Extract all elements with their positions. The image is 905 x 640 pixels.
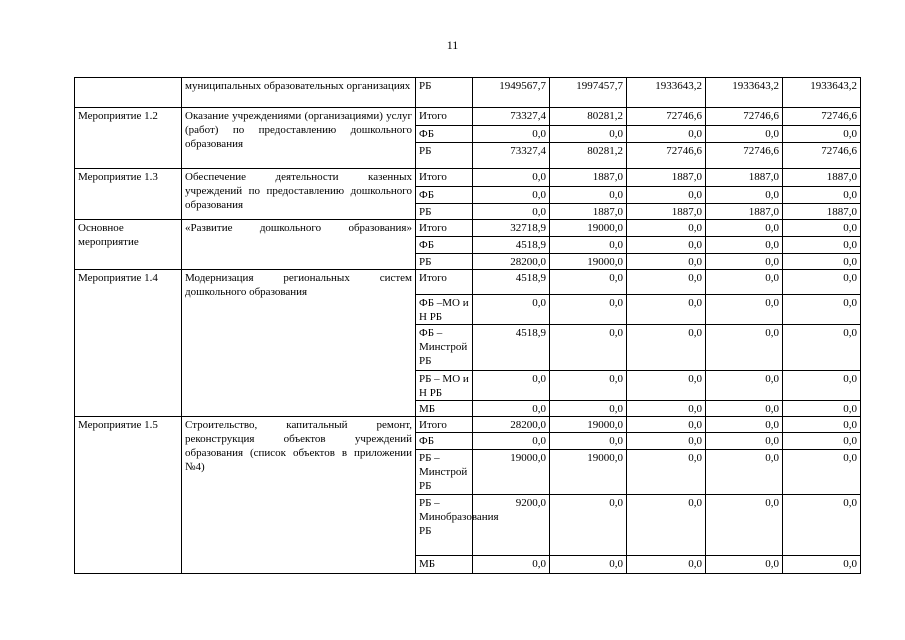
value-cell: 0,0 [473,433,550,450]
value-cell: 0,0 [706,325,783,371]
value-cell: 0,0 [473,401,550,417]
table-row [75,108,861,126]
value-cell: 19000,0 [550,417,627,433]
value-cell: 0,0 [550,126,627,143]
funding-source-cell: ФБ [416,126,473,143]
value-cell: 0,0 [706,450,783,495]
funding-source-cell: РБ – МО и Н РБ [416,371,473,401]
measure-description-cell: Модернизация региональных систем дошкольного образования [182,270,416,417]
value-cell: 19000,0 [550,254,627,270]
value-cell: 19000,0 [473,450,550,495]
funding-source-cell: РБ [416,254,473,270]
measure-description-cell: Обеспечение деятельности казенных учреждений по предоставлению дошкольного образования [182,169,416,220]
value-cell: 0,0 [706,295,783,325]
value-cell: 0,0 [783,371,861,401]
measure-description-cell: муниципальных образовательных организациях [182,78,416,108]
value-cell: 0,0 [627,187,706,204]
measure-name-cell [75,78,182,108]
value-cell: 0,0 [550,495,627,556]
value-cell: 0,0 [627,220,706,237]
funding-source-cell: МБ [416,556,473,574]
value-cell: 0,0 [550,556,627,574]
table-row [75,169,861,187]
funding-source-cell: РБ [416,78,473,108]
value-cell: 0,0 [783,187,861,204]
measure-name-cell: Мероприятие 1.4 [75,270,182,417]
value-cell: 0,0 [627,417,706,433]
value-cell: 0,0 [706,495,783,556]
value-cell: 19000,0 [550,450,627,495]
value-cell: 1887,0 [550,204,627,220]
value-cell: 72746,6 [706,108,783,126]
value-cell: 0,0 [706,556,783,574]
value-cell: 19000,0 [550,220,627,237]
value-cell: 9200,0 [473,495,550,556]
funding-source-cell: Итого [416,417,473,433]
value-cell: 32718,9 [473,220,550,237]
value-cell: 0,0 [706,126,783,143]
value-cell: 0,0 [783,220,861,237]
funding-source-cell: РБ – Минстрой РБ [416,450,473,495]
value-cell: 72746,6 [783,108,861,126]
value-cell: 0,0 [473,204,550,220]
value-cell: 0,0 [706,417,783,433]
value-cell: 80281,2 [550,143,627,169]
value-cell: 72746,6 [783,143,861,169]
funding-source-cell: ФБ –МО и Н РБ [416,295,473,325]
value-cell: 0,0 [783,417,861,433]
value-cell: 0,0 [550,237,627,254]
value-cell: 0,0 [706,254,783,270]
value-cell: 0,0 [473,556,550,574]
value-cell: 0,0 [706,401,783,417]
value-cell: 0,0 [706,220,783,237]
value-cell: 0,0 [783,556,861,574]
value-cell: 0,0 [706,433,783,450]
value-cell: 1933643,2 [627,78,706,108]
value-cell: 1887,0 [550,169,627,187]
value-cell: 80281,2 [550,108,627,126]
value-cell: 4518,9 [473,270,550,295]
table-row [75,220,861,237]
value-cell: 73327,4 [473,143,550,169]
value-cell: 0,0 [627,495,706,556]
value-cell: 73327,4 [473,108,550,126]
value-cell: 0,0 [550,371,627,401]
value-cell: 0,0 [627,126,706,143]
table-row [75,78,861,108]
value-cell: 0,0 [627,325,706,371]
value-cell: 1887,0 [706,204,783,220]
value-cell: 0,0 [473,126,550,143]
funding-source-cell: Итого [416,270,473,295]
value-cell: 0,0 [783,401,861,417]
funding-source-cell: ФБ [416,433,473,450]
value-cell: 0,0 [627,270,706,295]
value-cell: 1933643,2 [706,78,783,108]
value-cell: 0,0 [783,295,861,325]
funding-source-cell: ФБ [416,237,473,254]
value-cell: 1949567,7 [473,78,550,108]
funding-source-cell: РБ [416,143,473,169]
value-cell: 0,0 [473,371,550,401]
value-cell: 0,0 [627,401,706,417]
value-cell: 0,0 [783,237,861,254]
value-cell: 0,0 [550,270,627,295]
value-cell: 0,0 [627,295,706,325]
value-cell: 0,0 [706,371,783,401]
value-cell: 1887,0 [706,169,783,187]
value-cell: 0,0 [550,187,627,204]
value-cell: 1887,0 [627,169,706,187]
value-cell: 1887,0 [783,169,861,187]
value-cell: 0,0 [550,325,627,371]
value-cell: 0,0 [783,325,861,371]
value-cell: 0,0 [783,495,861,556]
value-cell: 1997457,7 [550,78,627,108]
value-cell: 0,0 [550,401,627,417]
value-cell: 28200,0 [473,417,550,433]
value-cell: 0,0 [627,433,706,450]
value-cell: 72746,6 [627,108,706,126]
table-row [75,270,861,295]
table-row [75,417,861,433]
value-cell: 0,0 [783,450,861,495]
value-cell: 0,0 [783,126,861,143]
value-cell: 0,0 [627,254,706,270]
measure-name-cell: Мероприятие 1.5 [75,417,182,574]
value-cell: 0,0 [706,237,783,254]
funding-source-cell: ФБ – Минстрой РБ [416,325,473,371]
value-cell: 0,0 [627,450,706,495]
measure-name-cell: Мероприятие 1.2 [75,108,182,169]
value-cell: 1887,0 [627,204,706,220]
value-cell: 0,0 [783,254,861,270]
value-cell: 0,0 [627,556,706,574]
value-cell: 0,0 [550,433,627,450]
value-cell: 4518,9 [473,237,550,254]
value-cell: 1933643,2 [783,78,861,108]
funding-source-cell: Итого [416,220,473,237]
value-cell: 4518,9 [473,325,550,371]
funding-source-cell: Итого [416,108,473,126]
value-cell: 0,0 [473,295,550,325]
value-cell: 0,0 [783,270,861,295]
budget-table [74,77,861,574]
funding-source-cell: РБ [416,204,473,220]
value-cell: 0,0 [473,187,550,204]
page-number: 11 [446,38,459,52]
value-cell: 0,0 [783,433,861,450]
funding-source-cell: РБ – Минобразования РБ [416,495,473,556]
value-cell: 0,0 [627,237,706,254]
value-cell: 0,0 [550,295,627,325]
funding-source-cell: ФБ [416,187,473,204]
value-cell: 0,0 [627,371,706,401]
measure-description-cell: Строительство, капитальный ремонт, реконструкция объектов учреждений образования (список объектов в приложении №4) [182,417,416,574]
funding-source-cell: МБ [416,401,473,417]
measure-description-cell: Оказание учреждениями (организациями) услуг (работ) по предоставлению дошкольного образования [182,108,416,169]
value-cell: 0,0 [473,169,550,187]
measure-name-cell: Мероприятие 1.3 [75,169,182,220]
value-cell: 72746,6 [706,143,783,169]
value-cell: 1887,0 [783,204,861,220]
value-cell: 0,0 [706,187,783,204]
value-cell: 0,0 [706,270,783,295]
measure-name-cell: Основное мероприятие [75,220,182,270]
value-cell: 72746,6 [627,143,706,169]
measure-description-cell: «Развитие дошкольного образования» [182,220,416,270]
value-cell: 28200,0 [473,254,550,270]
funding-source-cell: Итого [416,169,473,187]
